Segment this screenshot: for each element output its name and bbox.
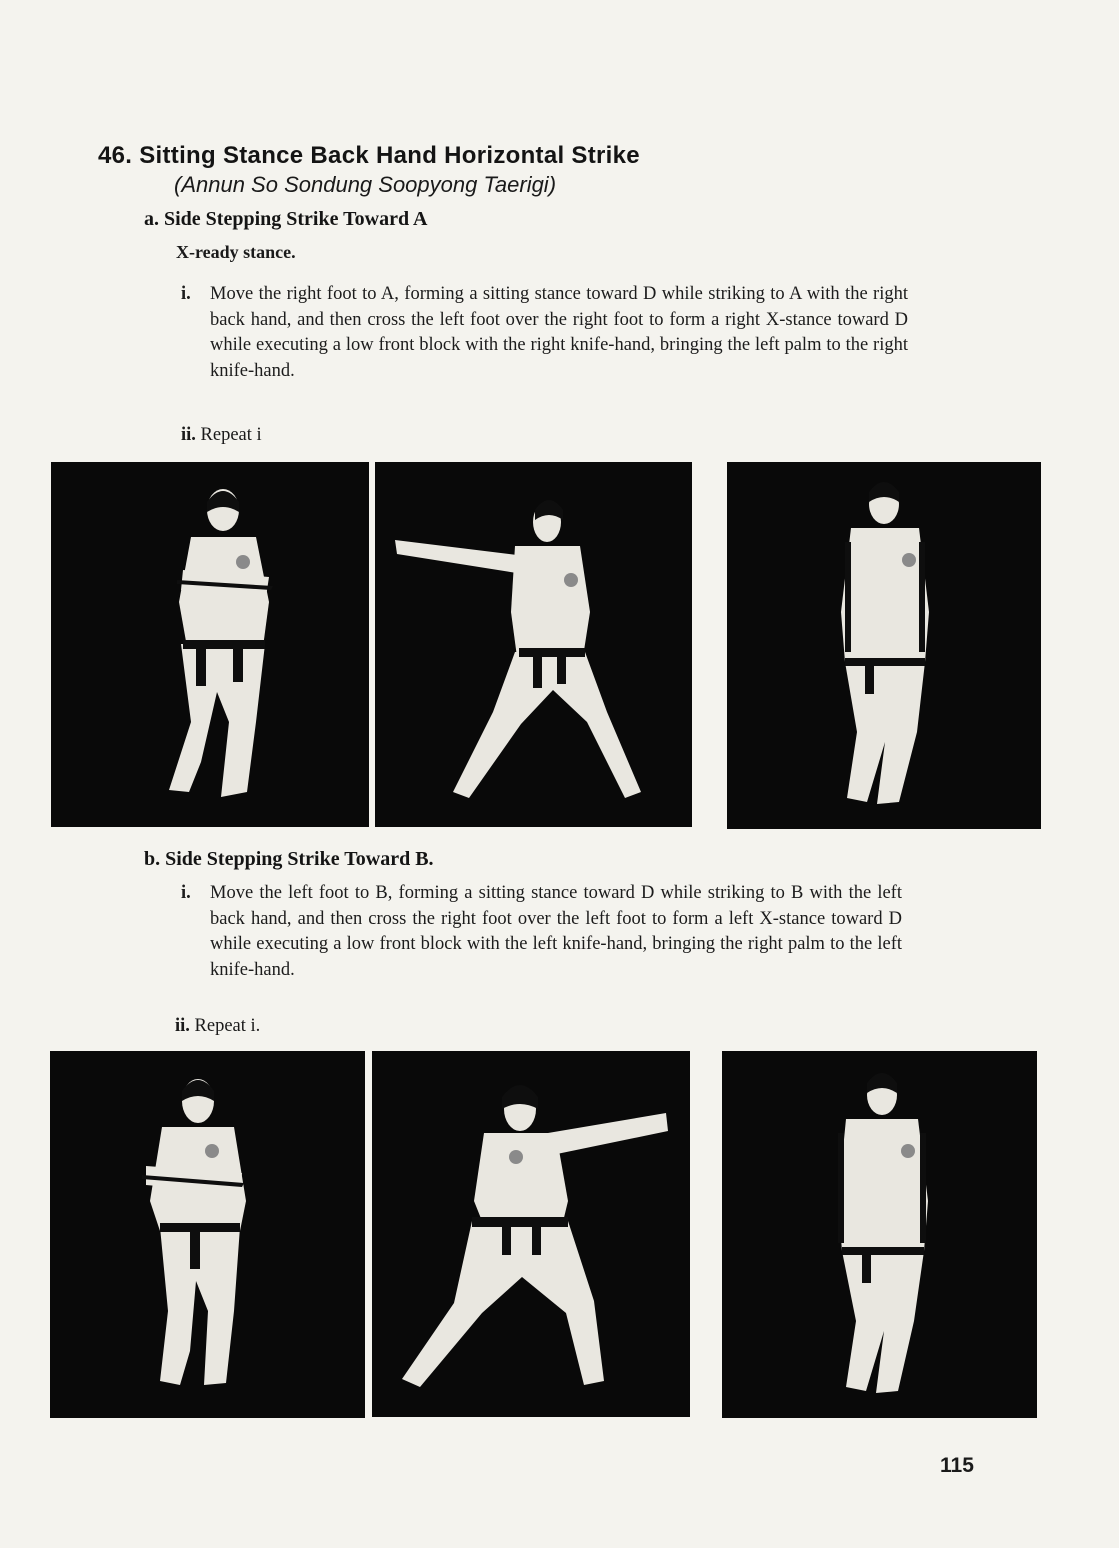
photo-a-x-stance-low-block [727, 462, 1041, 829]
section-a-step-ii [181, 425, 262, 446]
figure-sitting-stance-back-hand-strike [372, 1051, 690, 1417]
section-b-step-ii [175, 1016, 260, 1037]
step-label: ii. [181, 425, 196, 445]
photo-b-x-stance-low-block [722, 1051, 1037, 1418]
step-text: Repeat i. [194, 1016, 261, 1036]
step-label: i. [181, 284, 191, 304]
step-text: Repeat i [200, 425, 262, 445]
section-b-title: b. Side Stepping Strike Toward B. [144, 848, 434, 870]
section-a-step-i [181, 282, 908, 384]
exercise-title: 46. Sitting Stance Back Hand Horizontal Strike [98, 142, 640, 169]
ready-stance: X-ready stance. [176, 242, 296, 262]
exercise-korean-name: (Annun So Sondung Soopyong Taerigi) [174, 172, 557, 197]
photo-a-x-ready-stance [51, 462, 369, 827]
step-text: Move the left foot to B, forming a sitting stance toward D while striking to B with the left back hand, and then cross the right foot over the left foot to form a left X-stance toward D while executing a low front block with the left knife-hand, bringing the right palm to the left knife-hand. [210, 883, 902, 980]
page-number: 115 [940, 1454, 974, 1477]
section-b-step-i [181, 881, 902, 983]
figure-x-stance-crossed-arms [51, 462, 369, 827]
step-label: ii. [175, 1016, 190, 1036]
step-text: Move the right foot to A, forming a sitting stance toward D while striking to A with the right back hand, and then cross the left foot over the right foot to form a right X-stance toward D while executing a low front block with the right knife-hand, bringing the left palm to the right knife-hand. [210, 284, 908, 381]
figure-x-stance-crossed-arms [50, 1051, 365, 1418]
photo-b-x-ready-stance [50, 1051, 365, 1418]
figure-x-stance-knife-hand-block [727, 462, 1041, 829]
step-label: i. [181, 883, 191, 903]
photo-b-sitting-stance-strike [372, 1051, 690, 1417]
figure-sitting-stance-back-hand-strike [375, 462, 692, 827]
figure-x-stance-knife-hand-block [722, 1051, 1037, 1418]
photo-a-sitting-stance-strike [375, 462, 692, 827]
section-a-title: a. Side Stepping Strike Toward A [144, 208, 428, 230]
